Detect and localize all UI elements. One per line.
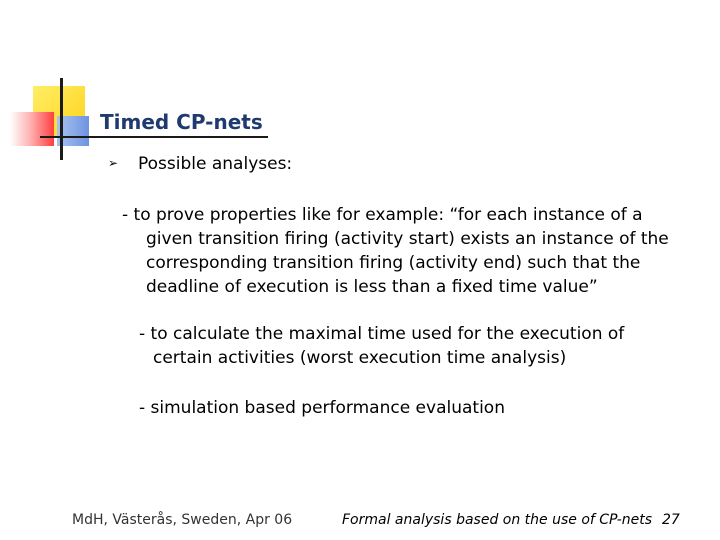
arrowhead-bullet-icon: ➢ [108, 156, 119, 170]
paragraph-line: - to calculate the maximal time used for the execution of [139, 324, 625, 344]
analysis-paragraph-1 [122, 203, 669, 299]
analysis-paragraph-2 [139, 322, 624, 370]
paragraph-line: deadline of execution is less than a fixed time value” [146, 277, 598, 297]
paragraph-line: corresponding transition firing (activity end) such that the [146, 253, 641, 273]
paragraph-line: certain activities (worst execution time analysis) [153, 348, 567, 368]
bullet-item [108, 154, 292, 174]
slide-title: Timed CP-nets [100, 110, 263, 134]
decor-red-square [10, 112, 54, 146]
footer-location-date: MdH, Västerås, Sweden, Apr 06 [72, 512, 293, 528]
bullet-text: Possible analyses: [138, 154, 293, 174]
footer-page-number: 27 [662, 512, 680, 528]
paragraph-line: - to prove properties like for example: “for each instance of a [122, 205, 643, 225]
decor-horizontal-line [40, 136, 268, 138]
footer-presentation-title: Formal analysis based on the use of CP-nets [342, 512, 653, 528]
analysis-paragraph-3: - simulation based performance evaluation [139, 398, 505, 418]
paragraph-line: given transition firing (activity start) exists an instance of the [146, 229, 669, 249]
decor-vertical-line [60, 78, 63, 160]
